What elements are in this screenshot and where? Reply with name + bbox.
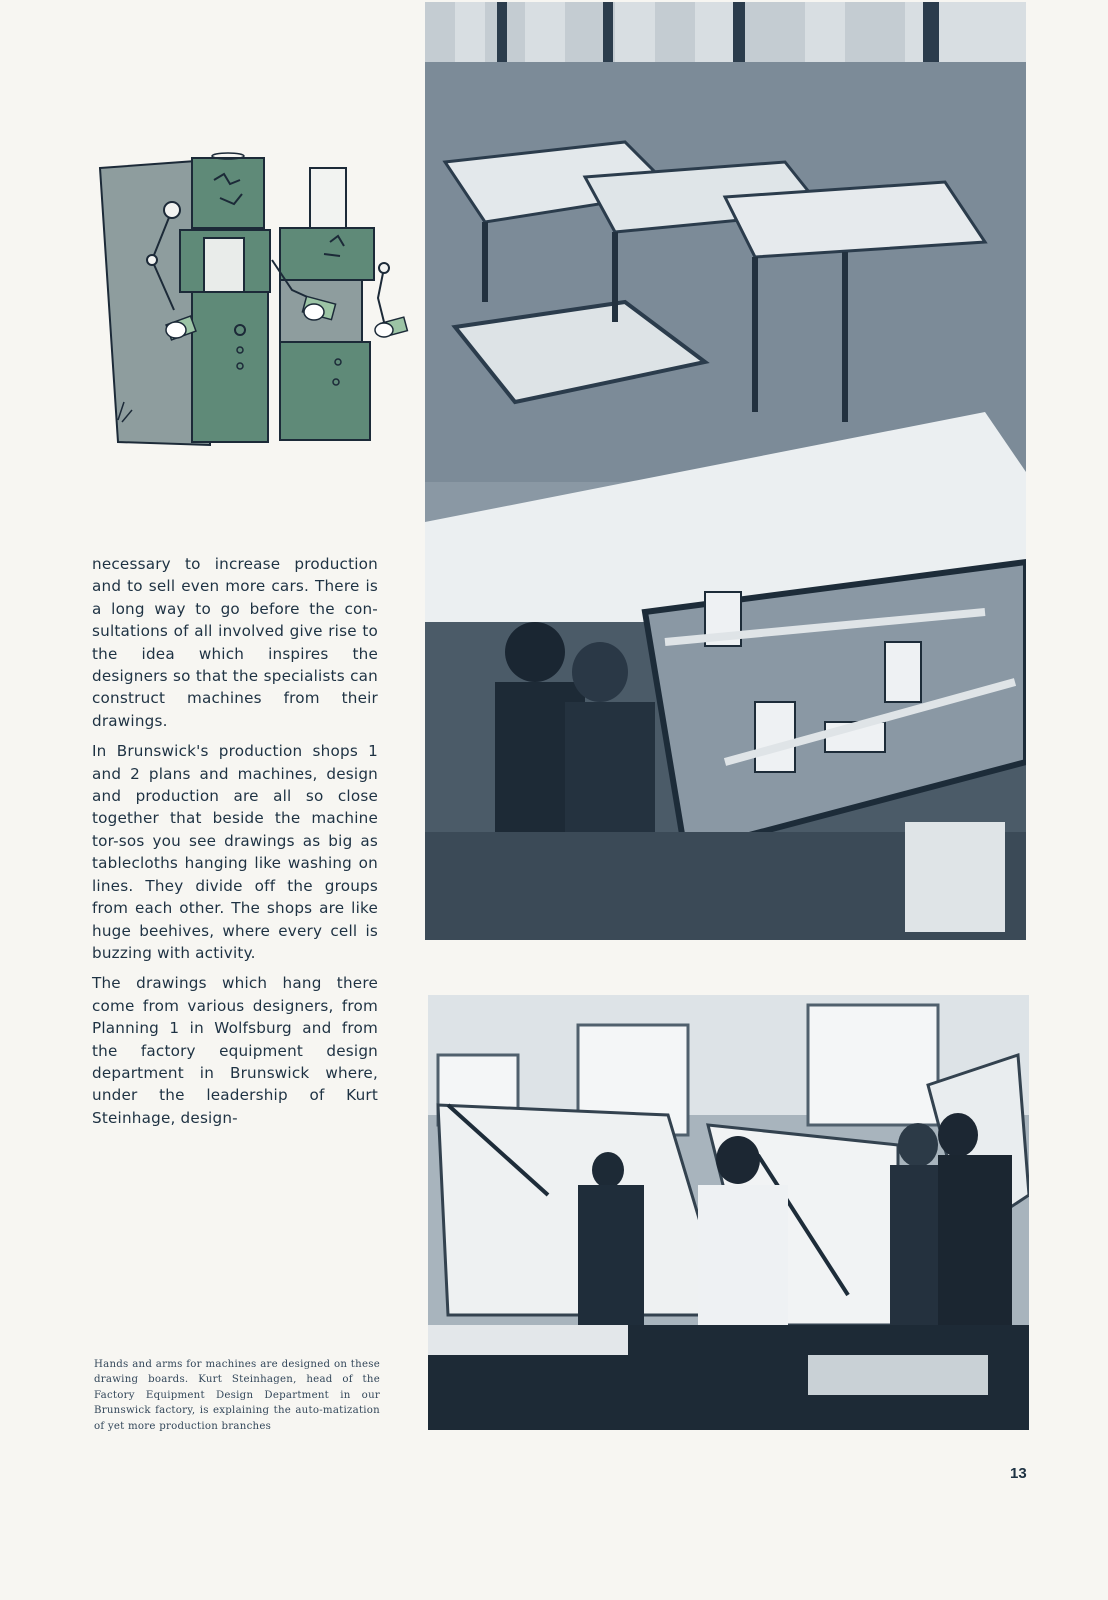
photo-caption: Hands and arms for machines are designed on these drawing boards. Kurt Steinhagen, head of the Factory Equipment Design Department in our Brunswick factory, is explaining the auto-matization of yet more production branches bbox=[94, 1359, 380, 1432]
article-body bbox=[92, 553, 378, 1137]
cartoon-machine-illustration bbox=[92, 150, 412, 450]
page-number: 13 bbox=[1010, 1465, 1027, 1482]
article-paragraph: The drawings which hang there come from various designers, from Planning 1 in Wolfsburg and from the factory equipment design department in Brunswick where, under the leadership of Kurt Steinhage, design- bbox=[92, 974, 378, 1127]
article-paragraph: In Brunswick's production shops 1 and 2 plans and machines, design and production are all so close together that beside the machine tor-sos you see drawings as big as tablecloths hanging like washing on lines. They divide off the groups from each other. The shops are like huge beehives, where every cell is buzzing with activity. bbox=[92, 742, 378, 962]
factory-floor-photo bbox=[425, 2, 1026, 940]
article-paragraph: necessary to increase production and to sell even more cars. There is a long way to go before the con-sultations of all involved give rise to the idea which inspires the designers so that the specialists can construct machines from their drawings. bbox=[92, 555, 378, 730]
drawing-office-photo bbox=[428, 995, 1029, 1430]
